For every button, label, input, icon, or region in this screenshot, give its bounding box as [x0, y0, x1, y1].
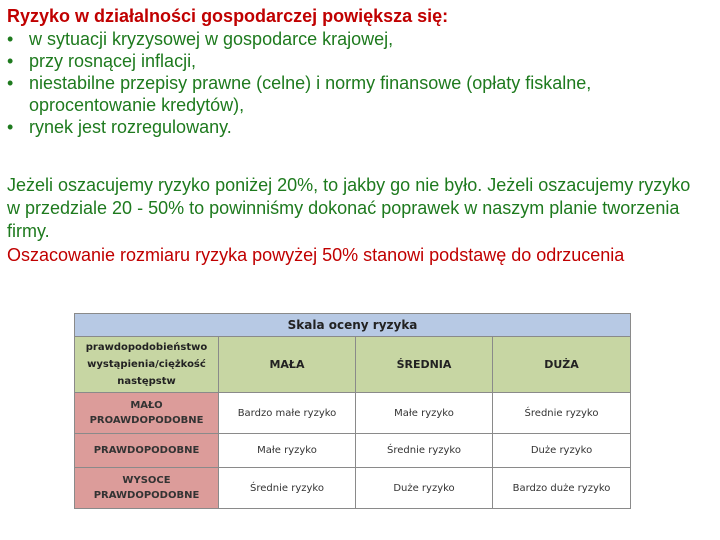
- table-row: [75, 393, 631, 434]
- table-cell: Średnie ryzyko: [493, 393, 631, 434]
- table-cell: Bardzo duże ryzyko: [493, 468, 631, 509]
- table-header-row: [75, 337, 631, 393]
- page-heading: Ryzyko w działalności gospodarczej powiększa się:: [7, 6, 449, 26]
- table-cell: Małe ryzyko: [356, 393, 493, 434]
- table-corner-header: prawdopodobieństwo wystąpienia/ciężkość następstw: [75, 337, 219, 393]
- row-header: PRAWDOPODOBNE: [75, 434, 219, 468]
- list-item: • niestabilne przepisy prawne (celne) i normy finansowe (opłaty fiskalne, oprocentowanie kredytów),: [7, 72, 707, 116]
- table-cell: Duże ryzyko: [493, 434, 631, 468]
- column-header: ŚREDNIA: [356, 337, 493, 393]
- table-title-row: [75, 314, 631, 337]
- risk-threshold-paragraph: Jeżeli oszacujemy ryzyko poniżej 20%, to jakby go nie było. Jeżeli oszacujemy ryzyko w przedziale 20 - 50% to powinniśmy dokonać poprawek w naszym planie tworzenia firmy.: [7, 175, 691, 241]
- rejection-paragraph: Oszacowanie rozmiaru ryzyka powyżej 50% stanowi podstawę do odrzucenia: [7, 245, 625, 265]
- row-header: WYSOCE PRAWDOPODOBNE: [75, 468, 219, 509]
- risk-factors-list: [7, 28, 707, 138]
- row-header: MAŁO PROAWDOPODOBNE: [75, 393, 219, 434]
- table-cell: Bardzo małe ryzyko: [219, 393, 356, 434]
- table-row: [75, 434, 631, 468]
- table-title: Skala oceny ryzyka: [75, 314, 631, 337]
- table-cell: Duże ryzyko: [356, 468, 493, 509]
- list-item: • w sytuacji kryzysowej w gospodarce krajowej,: [7, 28, 707, 50]
- list-item: • przy rosnącej inflacji,: [7, 50, 707, 72]
- column-header: MAŁA: [219, 337, 356, 393]
- table-cell: Średnie ryzyko: [219, 468, 356, 509]
- risk-scale-table: [74, 313, 631, 509]
- list-item: • rynek jest rozregulowany.: [7, 116, 707, 138]
- table-row: [75, 468, 631, 509]
- column-header: DUŻA: [493, 337, 631, 393]
- table-cell: Średnie ryzyko: [356, 434, 493, 468]
- table-cell: Małe ryzyko: [219, 434, 356, 468]
